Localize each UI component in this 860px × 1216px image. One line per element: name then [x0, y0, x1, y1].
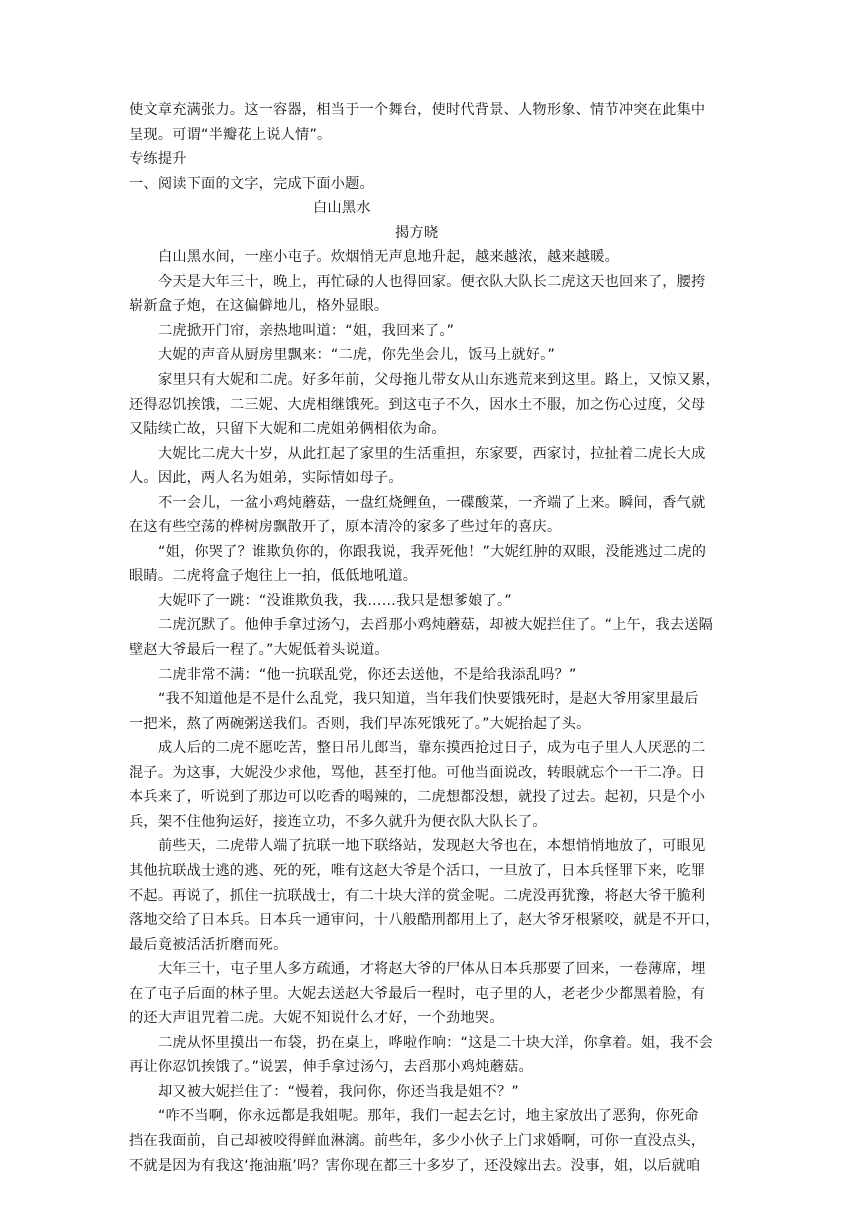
paragraph-line: 不一会儿，一盆小鸡炖蘑菇，一盘红烧鲤鱼，一碟酸菜，一齐端了上来。瞬间，香气就 [158, 494, 706, 511]
paragraph-line: 人。因此，两人名为姐弟，实际情如母子。 [129, 470, 403, 487]
paragraph-line: 白山黑水间，一座小屯子。炊烟悄无声息地升起，越来越浓，越来越暖。 [158, 249, 620, 266]
paragraph-line: 二虎非常不满：“他一抗联乱党，你还去送他，不是给我添乱吗？” [158, 666, 577, 683]
paragraph-line: 不就是因为有我这‘拖油瓶’吗？害你现在都三十多岁了，还没嫁出去。没事，姐，以后就咱 [129, 1157, 701, 1174]
story-author: 揭方晓 [395, 224, 439, 241]
paragraph-line: 兵，架不住他狗运好，接连立功，不多久就升为便衣队大队长了。 [129, 813, 547, 830]
paragraph-line: 挡在我面前，自己却被咬得鲜血淋漓。前些年，多少小伙子上门求婚啊，可你一直没点头， [129, 1132, 706, 1149]
paragraph-line: 本兵来了，听说到了那边可以吃香的喝辣的，二虎想都没想，就投了过去。起初，只是个小 [129, 789, 706, 806]
paragraph-line: 最后竟被活活折磨而死。 [129, 936, 288, 953]
question-heading: 一、阅读下面的文字，完成下面小题。 [129, 175, 374, 192]
paragraph-line: 成人后的二虎不愿吃苦，整日吊儿郎当，靠东摸西抢过日子，成为屯子里人人厌恶的二 [158, 740, 706, 757]
text-line: 使文章充满张力。这一容器，相当于一个舞台，使时代背景、人物形象、情节冲突在此集中 [129, 102, 706, 118]
paragraph-line: 还得忍饥挨饿，二三妮、大虎相继饿死。到这屯子不久，因水土不服，加之伤心过度，父母 [129, 396, 706, 413]
text-line: 呈现。可谓“半瓣花上说人情”。 [129, 126, 332, 143]
paragraph-line: 再让你忍饥挨饿了。”说罢，伸手拿过汤勺，去舀那小鸡炖蘑菇。 [129, 1059, 533, 1076]
paragraph-line: 前些天，二虎带人端了抗联一地下联络站，发现赵大爷也在，本想悄悄地放了，可眼见 [158, 838, 706, 855]
paragraph-line: “姐，你哭了？谁欺负你的，你跟我说，我弄死他！”大妮红肿的双眼，没能逃过二虎的 [158, 543, 707, 560]
paragraph-line: 一把米，熬了两碗粥送我们。否则，我们早冻死饿死了。”大妮抬起了头。 [129, 715, 591, 732]
paragraph-line: 二虎沉默了。他伸手拿过汤勺，去舀那小鸡炖蘑菇，却被大妮拦住了。“上午，我去送隔 [158, 617, 714, 634]
paragraph-line: 又陆续亡故，只留下大妮和二虎姐弟俩相依为命。 [129, 421, 446, 438]
paragraph-line: 崭新盒子炮，在这偏僻地儿，格外显眼。 [129, 298, 389, 315]
paragraph-line: 大年三十，屯子里人多方疏通，才将赵大爷的尸体从日本兵那要了回来，一卷薄席，埋 [158, 961, 706, 978]
paragraph-line: 大妮吓了一跳：“没谁欺负我，我……我只是想爹娘了。” [158, 592, 512, 609]
paragraph-line: 二虎掀开门帘，亲热地叫道：“姐，我回来了。” [158, 322, 455, 339]
paragraph-line: 大妮的声音从厨房里飘来：“二虎，你先坐会儿，饭马上就好。” [158, 347, 556, 364]
paragraph-line: 今天是大年三十，晚上，再忙碌的人也得回家。便衣队大队长二虎这天也回来了，腰挎 [158, 273, 706, 290]
document-page [129, 98, 737, 1178]
paragraph-line: 的还大声诅咒着二虎。大妮不知说什么才好，一个劲地哭。 [129, 1010, 504, 1027]
paragraph-line: 其他抗联战士逃的逃、死的死，唯有这赵大爷是个活口，一旦放了，日本兵怪罪下来，吃罪 [129, 862, 706, 879]
story-title: 白山黑水 [313, 200, 371, 217]
paragraph-line: “我不知道他是不是什么乱党，我只知道，当年我们快要饿死时，是赵大爷用家里最后 [158, 691, 699, 708]
paragraph-line: “咋不当啊，你永远都是我姐呢。那年，我们一起去乞讨，地主家放出了恶狗，你死命 [158, 1108, 699, 1125]
paragraph-line: 在了屯子后面的林子里。大妮去送赵大爷最后一程时，屯子里的人，老老少少都黑着脸，有 [129, 985, 706, 1002]
paragraph-line: 二虎从怀里摸出一布袋，扔在桌上，哗啦作响：“这是二十块大洋，你拿着。姐，我不会 [158, 1034, 714, 1051]
paragraph-line: 混子。为这事，大妮没少求他，骂他，甚至打他。可他当面说改，转眼就忘个一干二净。日 [129, 764, 706, 781]
paragraph-line: 在这有些空荡的桦树房飘散开了，原本清冷的家多了些过年的喜庆。 [129, 519, 562, 536]
paragraph-line: 大妮比二虎大十岁，从此扛起了家里的生活重担，东家要，西家讨，拉扯着二虎长大成 [158, 445, 706, 462]
paragraph-line: 壁赵大爷最后一程了。”大妮低着头说道。 [129, 642, 389, 659]
paragraph-line: 家里只有大妮和二虎。好多年前，父母拖儿带女从山东逃荒来到这里。路上，又惊又累， [158, 372, 720, 389]
paragraph-line: 眼睛。二虎将盒子炮往上一拍，低低地吼道。 [129, 568, 418, 585]
paragraph-line: 不起。再说了，抓住一抗联战士，有二十块大洋的赏金呢。二虎没再犹豫，将赵大爷干脆利 [129, 887, 706, 904]
section-heading: 专练提升 [129, 151, 187, 168]
paragraph-line: 落地交给了日本兵。日本兵一通审问，十八般酷刑都用上了，赵大爷牙根紧咬，就是不开口， [129, 912, 720, 929]
paragraph-line: 却又被大妮拦住了：“慢着，我问你，你还当我是姐不？” [158, 1083, 519, 1100]
